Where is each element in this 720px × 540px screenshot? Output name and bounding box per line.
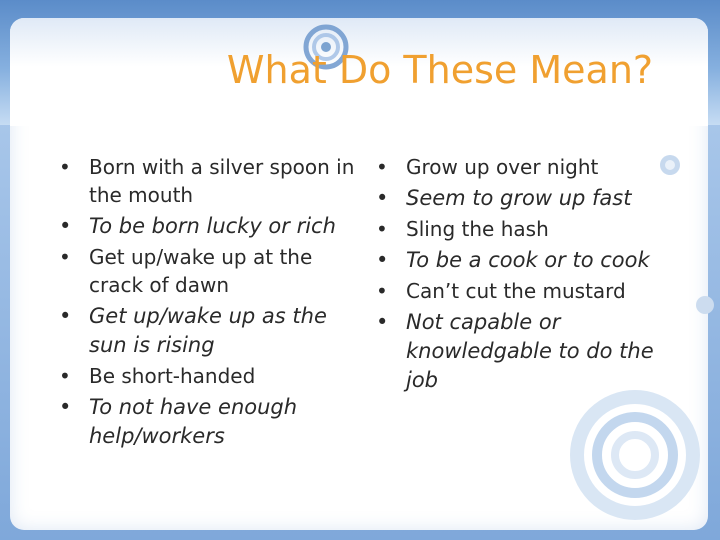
list-item <box>372 153 662 181</box>
list-item <box>55 243 355 299</box>
list-item-text: Be short-handed <box>89 364 256 388</box>
list-item <box>372 184 662 213</box>
list-item <box>372 308 662 395</box>
list-item-text: Sling the hash <box>406 217 549 241</box>
bullet-icon: • <box>376 310 389 334</box>
list-item-text: Born with a silver spoon in the mouth <box>89 155 355 207</box>
left-column <box>55 153 355 451</box>
dot-decoration <box>690 290 720 320</box>
list-item <box>55 153 355 209</box>
bullet-icon: • <box>376 248 389 272</box>
list-item-text: Grow up over night <box>406 155 599 179</box>
list-item-text: Can’t cut the mustard <box>406 279 626 303</box>
list-item <box>55 302 355 360</box>
list-item-text: To be born lucky or rich <box>89 214 336 238</box>
list-item <box>55 212 355 241</box>
bullet-icon: • <box>59 155 71 179</box>
list-item-text: Get up/wake up as the sun is rising <box>89 304 327 357</box>
bullet-icon: • <box>376 217 388 241</box>
slide-title: What Do These Mean? <box>226 48 654 92</box>
list-item <box>55 393 355 451</box>
list-item <box>372 277 662 305</box>
list-item-text: Not capable or knowledgable to do the job <box>406 310 654 392</box>
right-bullet-list <box>372 153 662 395</box>
list-item <box>55 362 355 390</box>
list-item <box>372 246 662 275</box>
list-item-text: To be a cook or to cook <box>406 248 650 272</box>
list-item-text: To not have enough help/workers <box>89 395 298 448</box>
list-item <box>372 215 662 243</box>
bullet-icon: • <box>376 155 388 179</box>
list-item-text: Get up/wake up at the crack of dawn <box>89 245 313 297</box>
bullet-icon: • <box>376 279 388 303</box>
list-item-text: Seem to grow up fast <box>406 186 632 210</box>
bullet-icon: • <box>376 186 389 210</box>
left-bullet-list <box>55 153 355 451</box>
right-column <box>372 153 662 395</box>
bullet-icon: • <box>59 304 72 328</box>
bullet-icon: • <box>59 395 72 419</box>
swirl-decoration-bottom-right <box>565 380 705 530</box>
bullet-icon: • <box>59 214 72 238</box>
bullet-icon: • <box>59 245 71 269</box>
bullet-icon: • <box>59 364 71 388</box>
